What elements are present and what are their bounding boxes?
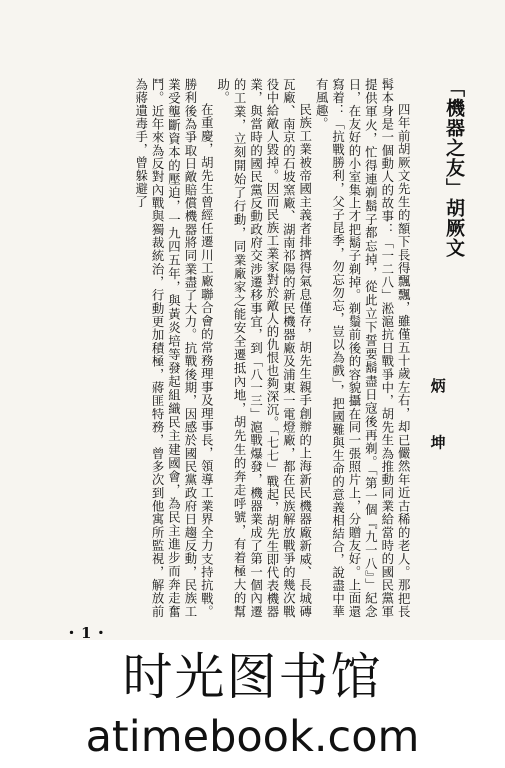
article-title: 「機器之友」胡厥文 [443,78,465,258]
article-author: 炳 坤 [428,378,447,468]
watermark-site-url: atimebook.com [85,712,420,762]
article-paragraph: 四年前胡厥文先生的額下長得飄飄，雖僅五十歲左右，却已儼然年近古稀的老人。那把長髯本身是一個動人的故事：「一二八」淞滬抗日戰爭中，胡先生為推動同業給當時的國民黨軍提供軍火，忙得連剃鬍子都忘掉，從此立下誓要鬍盡日寇後再剃。「第一個『九一八』」紀念日，在友好的小室集上才把鬍子剃掉。剃鬚前後的容貌攝在同一張照片上，分贈友好。上面還寫着：「抗戰勝利，父子昆季，勿忘勿忘，豈以為戲」，把國難與生命的意義相結合，說盡中華有風趣。 [314,78,412,618]
article-paragraph: 民族工業被帝國主義者排擠得氣息僅存，胡先生親手創辦的上海新民機器廠新威、長城磚瓦廠、南京的石坡窯廠、湖南祁陽的新民機器廠及浦東一電燈廠，都在民族解放戰爭的幾次戰役中給敵人毀掉。因而民族工業家對於敵人的仇恨也夠深沉。「七七」戰起，胡先生即代表機器業，與當時的國民黨反動政府交涉遷移事宜，到「八一三」滬戰爆發，機器業成了第一個內遷的工業，立刻開始了行動，同業廠家之能安全遷抵內地，胡先生的奔走呼號，有着極大的幫助。 [215,78,313,618]
watermark-site-name: 时光图书馆 [122,648,383,706]
page-number: ・1・ [64,624,111,642]
article-paragraph: 在重慶，胡先生曾經任遷川工廠聯合會的常務理事及理事長，領導工業界全力支持抗戰。勝利後為爭取日敵賠償機器將同業盡了大力。抗戰後期，因感於國民黨政府日趨反動，民族工業受壟斷資本的壓迫，一九四五年，與黃炎培等發起組織民主建國會，為民主進步而奔走奮鬥。近年來為反對內戰與獨裁統治，行動更加積極，蔣匪特務，曾多次到他寓所監視，解放前為蔣遺毒手，曾躲避了 [133,78,215,618]
article-body [62,78,465,618]
